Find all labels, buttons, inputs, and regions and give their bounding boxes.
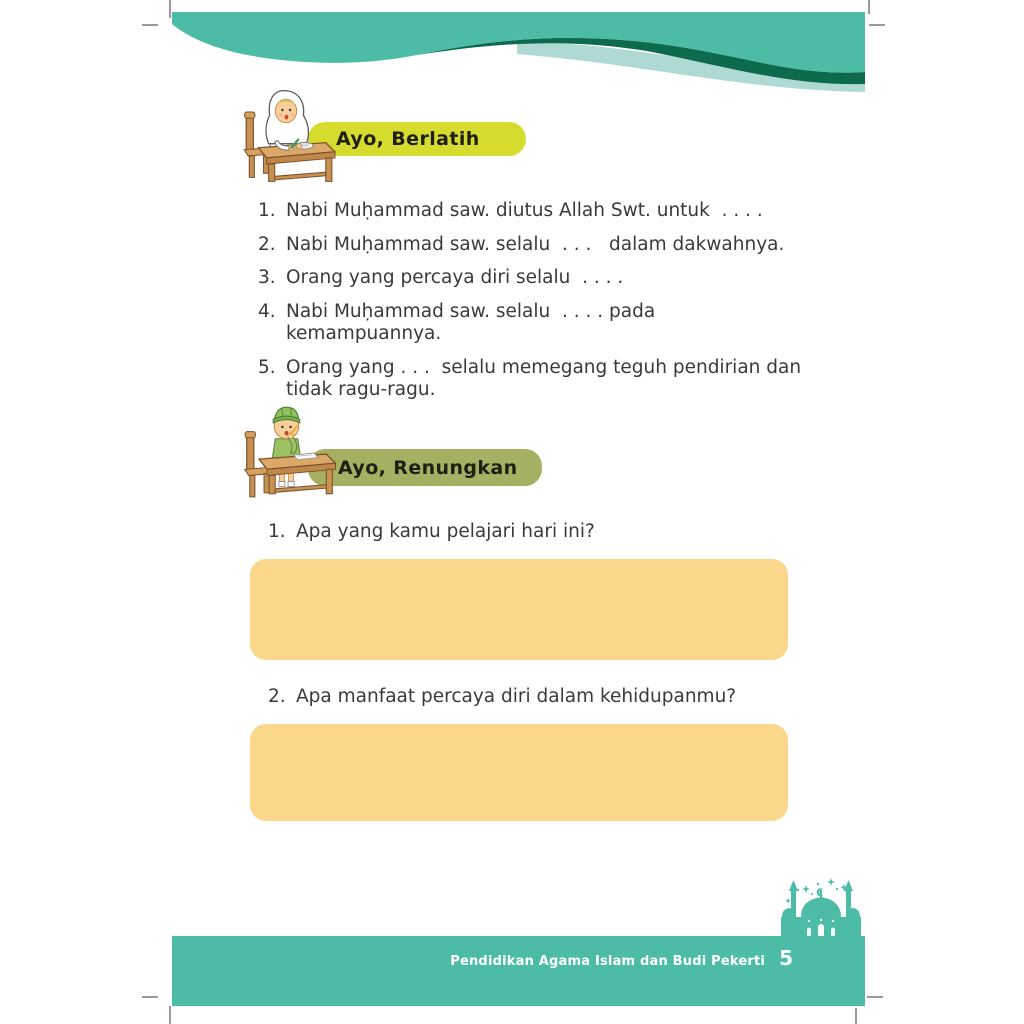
answer-box-2[interactable]	[250, 724, 788, 821]
item-text: Orang yang percaya diri selalu . . . .	[286, 267, 624, 289]
practice-item	[258, 200, 806, 223]
crop-mark	[169, 1006, 171, 1024]
mosque-icon	[776, 876, 866, 936]
item-text: Nabi Muḥammad saw. diutus Allah Swt. untuk . . . .	[286, 200, 763, 221]
item-number: 4.	[258, 300, 276, 322]
item-text: Orang yang . . . selalu memegang teguh pendirian dan tidak ragu-ragu.	[286, 356, 807, 401]
practice-item	[258, 267, 806, 290]
crop-mark	[142, 996, 158, 998]
item-number: 3.	[258, 267, 276, 289]
footer-page-number: 5	[779, 946, 793, 970]
girl-writing-illustration	[236, 86, 338, 184]
reflection-section-banner	[308, 449, 542, 486]
crop-mark	[855, 1008, 857, 1024]
item-number: 1.	[258, 200, 276, 221]
footer-bar	[172, 936, 865, 1006]
item-text: Nabi Muḥammad saw. selalu . . . . pada kemampuannya.	[286, 300, 662, 345]
practice-list	[258, 200, 806, 413]
crop-mark	[142, 24, 158, 26]
item-number: 5.	[258, 356, 276, 378]
item-text: Apa yang kamu pelajari hari ini?	[296, 521, 595, 542]
practice-item	[258, 301, 806, 346]
crop-mark	[867, 996, 883, 998]
boy-thinking-illustration	[238, 400, 336, 504]
practice-section-banner	[308, 122, 526, 156]
reflection-section-title: Ayo, Renungkan	[338, 456, 518, 479]
item-number: 2.	[258, 233, 276, 255]
footer-book-title: Pendidikan Agama Islam dan Budi Pekerti	[450, 954, 766, 969]
header-wave-decoration	[172, 12, 865, 96]
practice-section-title: Ayo, Berlatih	[336, 128, 480, 150]
crop-mark	[868, 0, 870, 14]
crop-mark	[169, 0, 171, 18]
practice-item	[258, 357, 806, 402]
item-number: 1.	[268, 521, 286, 542]
item-number: 2.	[268, 686, 286, 707]
reflection-question-1	[268, 521, 808, 542]
item-text: Apa manfaat percaya diri dalam kehidupanmu?	[296, 686, 737, 707]
practice-item	[258, 234, 806, 257]
reflection-question-2	[268, 686, 808, 707]
answer-box-1[interactable]	[250, 559, 788, 660]
crop-mark	[869, 24, 885, 26]
item-text: Nabi Muḥammad saw. selalu . . . dalam dakwahnya.	[286, 233, 785, 255]
